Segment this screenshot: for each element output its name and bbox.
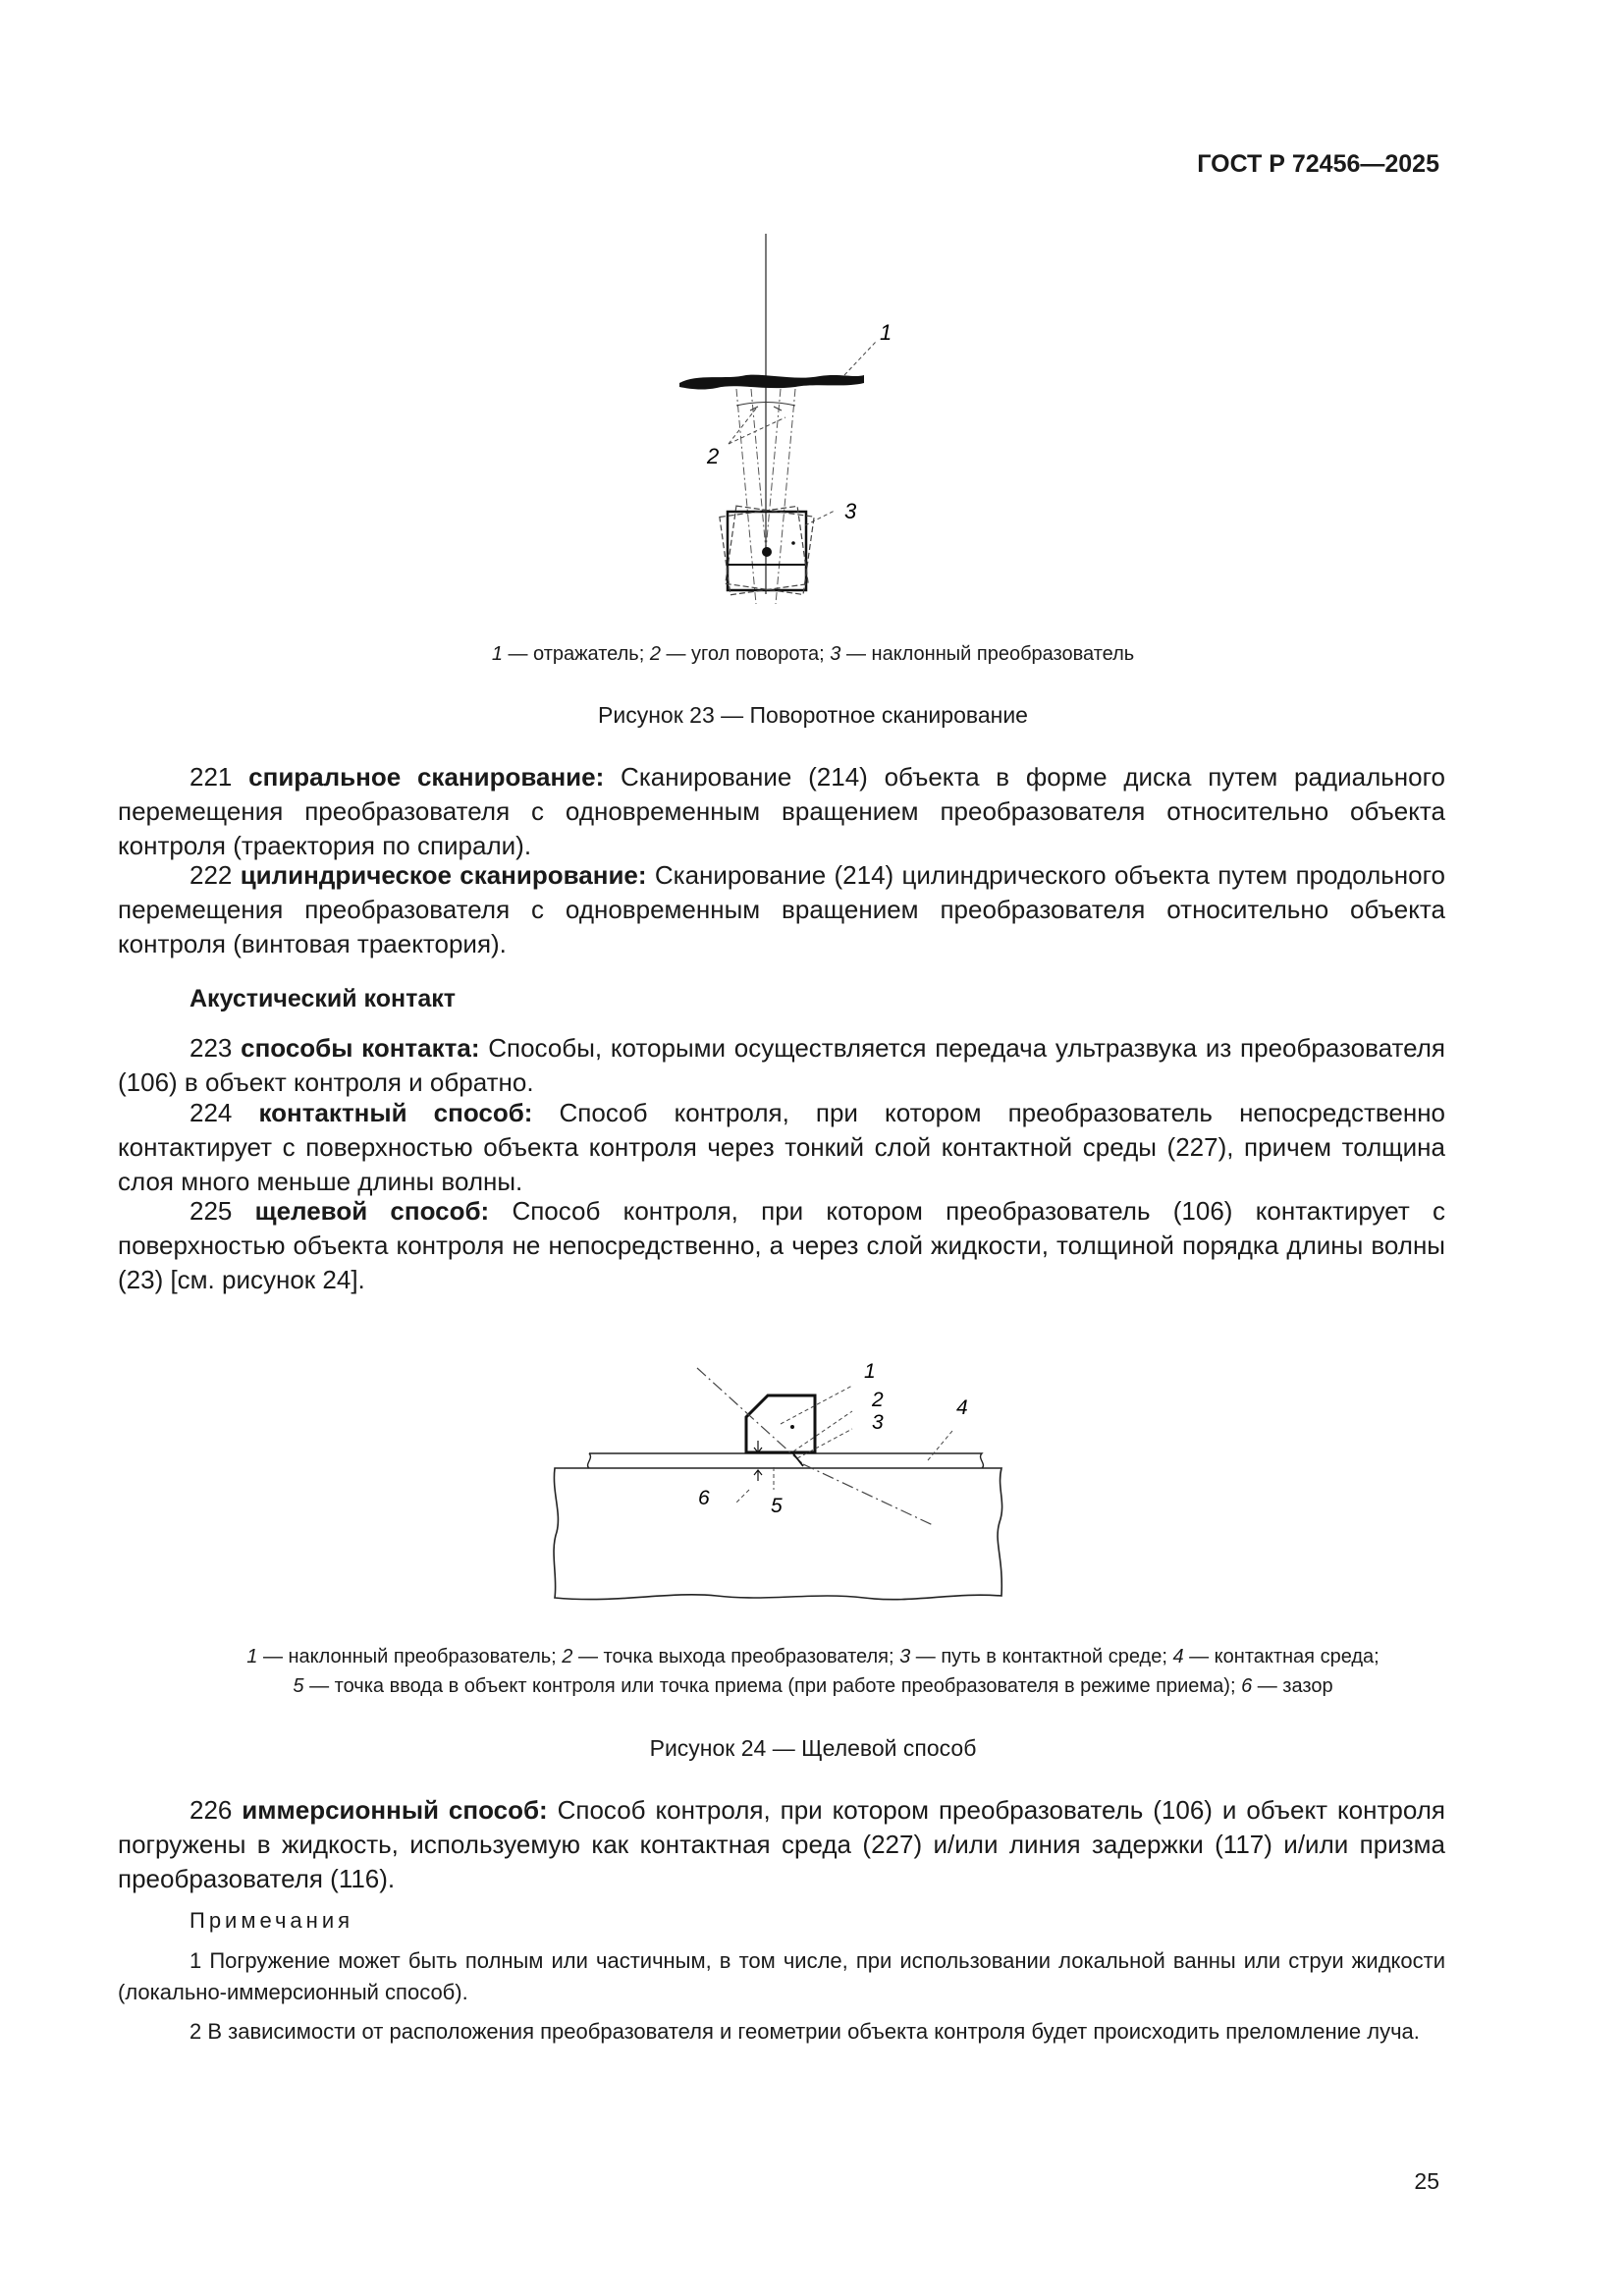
legend-num: 3 [830,643,841,665]
paragraph-222 [118,858,1445,961]
legend-num: 4 [1172,1646,1184,1667]
term-definition: Сканирование (214) цилиндрического объекта путем продольного перемещения преобразователя с одновременным вращением преобразователя относительно объекта контроля (винтовая траектория). [118,860,1445,958]
term-number: 226 [189,1795,243,1825]
paragraph-223 [118,1031,1445,1100]
term-definition: Способы, которыми осуществляется передача ультразвука из преобразователя (106) в объект контроля и обратно. [118,1033,1445,1097]
term: щелевой способ: [254,1196,490,1226]
page-number: 25 [1414,2168,1439,2194]
legend-text: — угол поворота; [660,643,831,665]
term-definition: Способ контроля, при котором преобразователь (106) и объект контроля погружены в жидкость, используемую как контактная среда (227) и/или линия задержки (117) и/или призма преобразователя (116). [118,1795,1445,1893]
legend-text: — отражатель; [502,643,650,665]
note-2 [118,2016,1445,2048]
paragraph-226 [118,1793,1445,1896]
figure-23-caption: Рисунок 23 — Поворотное сканирование [598,702,1028,728]
legend-num: 1 [246,1646,258,1667]
term: спиральное сканирование: [248,762,605,792]
fig23-label-2: 2 [707,444,720,468]
term-number: 221 [189,762,249,792]
document-id: ГОСТ Р 72456—2025 [1197,150,1439,178]
fig24-label-5: 5 [771,1495,783,1517]
term-definition: Сканирование (214) объекта в форме диска путем радиального перемещения преобразователя с одновременным вращением преобразователя относительно объекта контроля (траектория по спирали). [118,762,1445,860]
notes-title: Примечания [189,1908,354,1933]
legend-num: 6 [1241,1675,1253,1697]
fig24-label-3: 3 [872,1411,884,1434]
paragraph-224 [118,1096,1445,1199]
note-text: 2 В зависимости от расположения преобразователя и геометрии объекта контроля будет происходить преломление луча. [189,2019,1420,2044]
fig24-label-2: 2 [872,1389,884,1411]
fig24-label-4: 4 [956,1396,968,1419]
legend-text: — контактная среда; [1183,1646,1380,1667]
legend-text: — наклонный преобразователь [840,643,1135,665]
term: контактный способ: [258,1098,533,1127]
figure-23-drawing [648,226,943,619]
section-title: Акустический контакт [189,985,457,1012]
legend-text: — зазор [1252,1675,1333,1697]
term-number: 223 [189,1033,242,1063]
legend-num: 1 [491,643,503,665]
figure-24-legend [133,1642,1493,1701]
legend-text: — точка выхода преобразователя; [572,1646,900,1667]
legend-num: 2 [649,643,661,665]
term-definition: Способ контроля, при котором преобразователь непосредственно контактирует с поверхностью объекта контроля через тонкий слой контактной среды (227), причем толщина слоя много меньше длины волны. [118,1098,1446,1196]
term: способы контакта: [241,1033,480,1063]
legend-line [133,1642,1493,1671]
fig24-label-1: 1 [864,1360,876,1383]
paragraph-221 [118,760,1445,863]
legend-num: 5 [293,1675,304,1697]
legend-text: — наклонный преобразователь; [257,1646,563,1667]
term-number: 222 [189,860,241,890]
figure-24-caption: Рисунок 24 — Щелевой способ [649,1735,977,1761]
paragraph-225 [118,1194,1445,1297]
term: иммерсионный способ: [242,1795,548,1825]
term-number: 225 [189,1196,255,1226]
fig23-label-1: 1 [880,320,893,345]
legend-num: 2 [562,1646,573,1667]
note-1 [118,1945,1445,2008]
term-definition: Способ контроля, при котором преобразователь (106) контактирует с поверхностью объекта контроля не непосредственно, а через слой жидкости, толщиной порядка длины волны (23) [см. рисунок 24]. [118,1196,1445,1294]
figure-24-drawing [540,1350,1031,1620]
fig23-label-3: 3 [844,499,857,523]
legend-text: — точка ввода в объект контроля или точка приема (при работе преобразователя в режиме приема); [303,1675,1242,1697]
fig24-label-6: 6 [698,1487,710,1509]
term: цилиндрическое сканирование: [240,860,647,890]
legend-num: 3 [899,1646,911,1667]
legend-text: — путь в контактной среде; [910,1646,1173,1667]
term-number: 224 [189,1098,259,1127]
legend-line [133,1671,1493,1701]
note-text: 1 Погружение может быть полным или частичным, в том числе, при использовании локальной ванны или струи жидкости (локально-иммерсионный способ). [118,1948,1445,2004]
figure-23-legend [133,639,1493,669]
